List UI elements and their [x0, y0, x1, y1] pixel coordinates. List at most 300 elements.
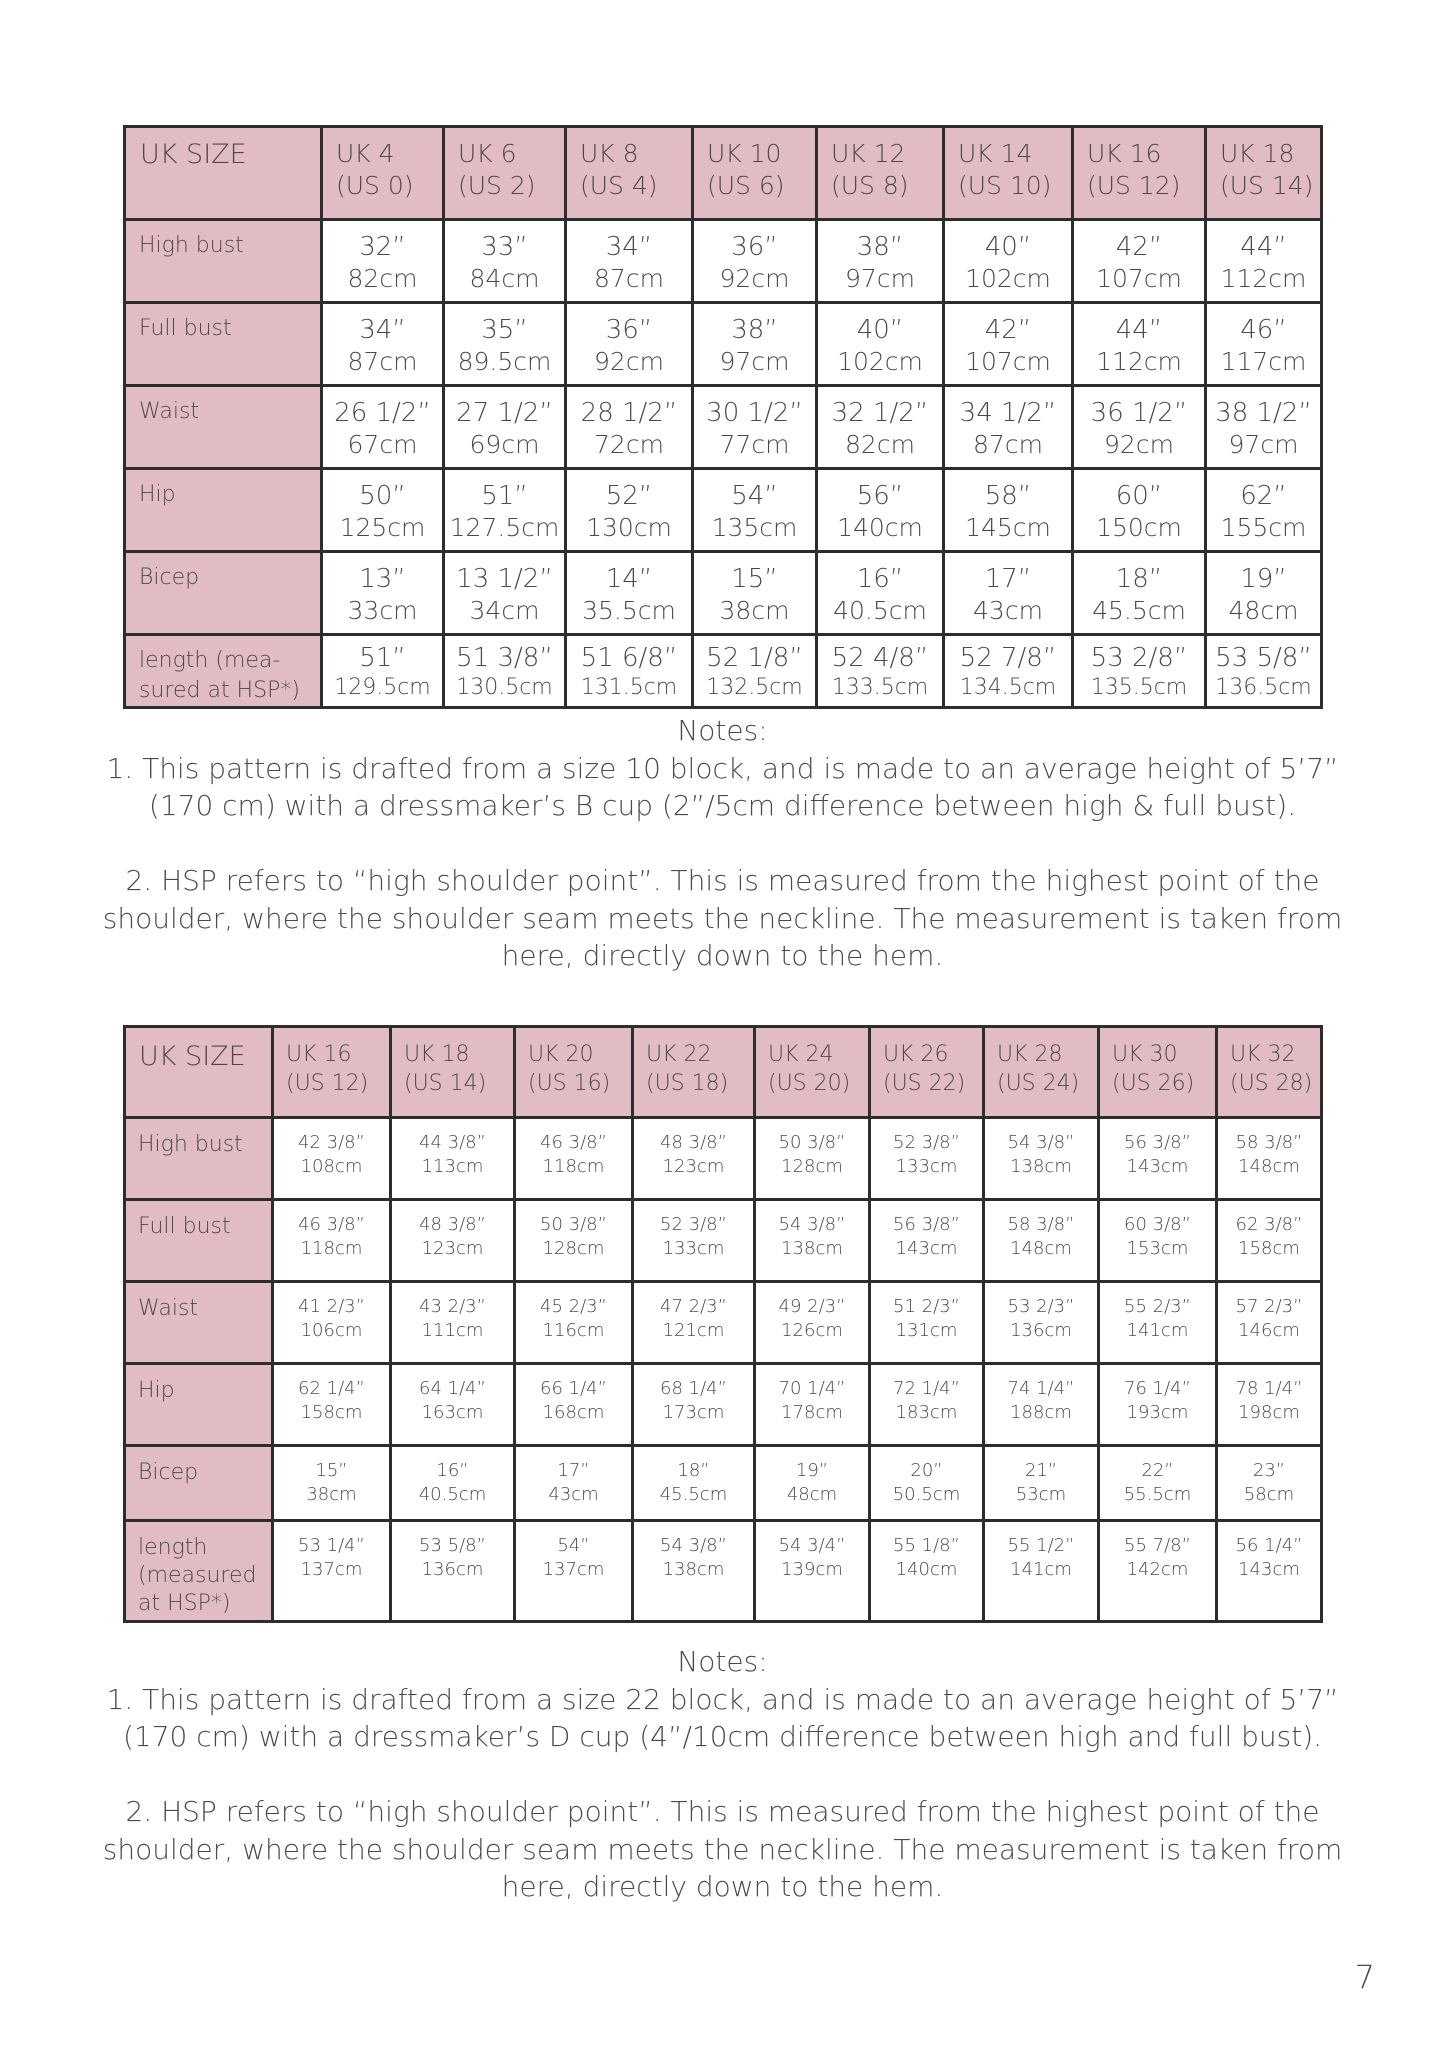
measurement-cm: 148cm — [1010, 1238, 1072, 1259]
measurement-cm: 111cm — [421, 1320, 484, 1341]
measurement-inches: 28 1/2” — [580, 398, 678, 428]
measurement-cell — [1073, 220, 1206, 303]
row-label-cell — [125, 469, 322, 552]
measurement-cm: 135.5cm — [1090, 675, 1188, 700]
table2-size-uk26 — [870, 1027, 984, 1118]
table1-size-uk4 — [322, 127, 444, 220]
measurement-cm: 102cm — [837, 347, 923, 376]
measurement-cell — [515, 1282, 633, 1364]
measurement-inches: 55 1/8” — [893, 1535, 960, 1556]
measurement-cell — [984, 1118, 1099, 1200]
measurement-cm: 132.5cm — [706, 675, 803, 700]
measurement-cell — [1099, 1521, 1217, 1622]
measurement-cell — [755, 1446, 870, 1521]
measurement-cell — [1099, 1446, 1217, 1521]
measurement-cell — [515, 1364, 633, 1446]
row-label: Full bust — [138, 1214, 231, 1239]
measurement-cm: 136cm — [421, 1559, 484, 1580]
measurement-inches: 33” — [481, 232, 528, 262]
measurement-cm: 153cm — [1126, 1238, 1189, 1259]
table1-size-uk12 — [817, 127, 944, 220]
measurement-cell — [870, 1446, 984, 1521]
measurement-cm: 82cm — [347, 264, 418, 293]
measurement-cell — [1217, 1200, 1322, 1282]
measurement-cell — [1099, 1282, 1217, 1364]
table2-size-uk32 — [1217, 1027, 1322, 1118]
measurement-cm: 136cm — [1010, 1320, 1072, 1341]
table2-size-uk22 — [633, 1027, 755, 1118]
measurement-cell — [444, 303, 566, 386]
notes-title: Notes: — [677, 714, 768, 747]
measurement-cm: 84cm — [469, 264, 540, 293]
measurement-inches: 34 1/2” — [959, 398, 1057, 428]
measurement-cm: 168cm — [542, 1402, 605, 1423]
measurement-cell — [633, 1200, 755, 1282]
measurement-inches: 34” — [359, 315, 406, 345]
table2-header-label: UK SIZE — [139, 1041, 246, 1072]
measurement-cell — [322, 635, 444, 708]
measurement-inches: 76 1/4” — [1124, 1378, 1191, 1399]
measurement-cm: 158cm — [300, 1402, 363, 1423]
row-label: Waist — [138, 1296, 199, 1321]
table1-size-uk8 — [566, 127, 693, 220]
size-us-label: (US 0) — [336, 171, 414, 200]
row-label-cell — [125, 552, 322, 635]
measurement-cm: 133.5cm — [831, 675, 929, 700]
measurement-inches: 54” — [731, 481, 778, 511]
measurement-cell — [944, 220, 1073, 303]
measurement-cm: 128cm — [781, 1156, 843, 1177]
size-us-label: (US 16) — [528, 1071, 611, 1096]
measurement-cell — [444, 635, 566, 708]
measurement-inches: 78 1/4” — [1235, 1378, 1303, 1399]
notes-block-2 — [0, 1643, 1445, 1906]
measurement-cell — [817, 552, 944, 635]
measurement-cm: 50.5cm — [892, 1484, 961, 1505]
measurement-cell — [273, 1118, 391, 1200]
size-uk-label: UK 14 — [958, 139, 1033, 168]
measurement-inches: 15” — [731, 564, 778, 594]
note-line: 2. HSP refers to “high shoulder point”. This is measured from the highest point of the — [125, 864, 1320, 897]
measurement-cm: 45.5cm — [659, 1484, 728, 1505]
measurement-inches: 45 2/3” — [540, 1296, 607, 1317]
measurement-cm: 193cm — [1126, 1402, 1189, 1423]
measurement-inches: 62 3/8” — [1235, 1214, 1303, 1235]
measurement-inches: 22” — [1141, 1460, 1174, 1481]
measurement-cm: 107cm — [965, 347, 1051, 376]
measurement-cm: 198cm — [1238, 1402, 1300, 1423]
measurement-cm: 34cm — [469, 596, 540, 625]
measurement-cell — [984, 1364, 1099, 1446]
measurement-cm: 141cm — [1010, 1559, 1072, 1580]
size-uk-label: UK 28 — [997, 1042, 1063, 1067]
measurement-cm: 135cm — [711, 513, 798, 542]
note-line: (170 cm) with a dressmaker’s B cup (2”/5cm difference between high & full bust). — [148, 789, 1297, 822]
measurement-cm: 113cm — [421, 1156, 484, 1177]
measurement-inches: 51 3/8” — [456, 643, 553, 673]
measurement-inches: 58” — [984, 481, 1032, 511]
size-uk-label: UK 16 — [1087, 139, 1162, 168]
measurement-cm: 82cm — [845, 430, 915, 459]
row-label-cell — [125, 1521, 273, 1622]
measurement-inches: 50 3/8” — [778, 1132, 846, 1153]
measurement-inches: 54” — [557, 1535, 590, 1556]
measurement-inches: 52 3/8” — [893, 1132, 960, 1153]
size-uk-label: UK 10 — [707, 139, 782, 168]
size-uk-label: UK 12 — [831, 139, 906, 168]
measurement-cell — [633, 1118, 755, 1200]
measurement-inches: 30 1/2” — [706, 398, 803, 428]
size-us-label: (US 10) — [958, 171, 1052, 200]
row-label: Full bust — [139, 316, 232, 341]
row-label-cell — [125, 1446, 273, 1521]
measurement-cell — [755, 1200, 870, 1282]
table1-size-uk18 — [1206, 127, 1322, 220]
measurement-cell — [515, 1521, 633, 1622]
measurement-cm: 117cm — [1220, 347, 1307, 376]
measurement-cm: 118cm — [542, 1156, 605, 1177]
size-us-label: (US 22) — [883, 1071, 966, 1096]
note-line: shoulder, where the shoulder seam meets the neckline. The measurement is taken from — [102, 1832, 1343, 1866]
size-uk-label: UK 26 — [883, 1042, 949, 1067]
size-us-label: (US 20) — [768, 1071, 851, 1096]
measurement-cell — [1217, 1521, 1322, 1622]
measurement-cell — [566, 635, 693, 708]
measurement-cm: 141cm — [1126, 1320, 1189, 1341]
measurement-cell — [944, 635, 1073, 708]
row-label: Hip — [139, 482, 176, 507]
measurement-inches: 52 4/8” — [831, 643, 929, 673]
measurement-cell — [944, 386, 1073, 469]
size-chart-table-1 — [123, 125, 1323, 709]
measurement-cell — [817, 386, 944, 469]
measurement-cell — [693, 469, 817, 552]
measurement-cm: 188cm — [1010, 1402, 1072, 1423]
measurement-inches: 44” — [1115, 315, 1163, 345]
measurement-cell — [870, 1282, 984, 1364]
measurement-cm: 148cm — [1238, 1156, 1300, 1177]
measurement-cm: 129.5cm — [334, 675, 431, 700]
size-uk-label: UK 24 — [768, 1042, 834, 1067]
measurement-cell — [633, 1364, 755, 1446]
measurement-inches: 17” — [984, 564, 1032, 594]
measurement-cm: 158cm — [1238, 1238, 1300, 1259]
measurement-inches: 42” — [984, 315, 1032, 345]
measurement-cell — [515, 1118, 633, 1200]
measurement-cell — [273, 1521, 391, 1622]
measurement-cm: 77cm — [719, 430, 790, 459]
measurement-cell — [322, 303, 444, 386]
measurement-cm: 67cm — [347, 430, 418, 459]
measurement-cm: 55.5cm — [1123, 1484, 1192, 1505]
measurement-cell — [1073, 469, 1206, 552]
measurement-cm: 40.5cm — [418, 1484, 487, 1505]
measurement-cell — [870, 1521, 984, 1622]
measurement-inches: 34” — [605, 232, 653, 262]
measurement-inches: 49 2/3” — [778, 1296, 846, 1317]
table2-header-row — [125, 1027, 1322, 1118]
measurement-inches: 60 3/8” — [1124, 1214, 1191, 1235]
measurement-cm: 43cm — [548, 1484, 599, 1505]
measurement-cm: 140cm — [895, 1559, 958, 1580]
note-line: 1. This pattern is drafted from a size 10 block, and is made to an average height of 5’7” — [106, 751, 1339, 785]
measurement-inches: 44 3/8” — [419, 1132, 486, 1153]
table2-size-uk28 — [984, 1027, 1099, 1118]
table-row — [125, 1118, 1322, 1200]
measurement-inches: 18” — [1115, 564, 1163, 594]
measurement-cell — [1206, 635, 1322, 708]
size-us-label: (US 12) — [286, 1071, 369, 1096]
measurement-inches: 52 7/8” — [959, 643, 1057, 673]
measurement-cell — [273, 1200, 391, 1282]
measurement-cm: 38cm — [719, 596, 790, 625]
measurement-cell — [1073, 635, 1206, 708]
measurement-cell — [391, 1282, 515, 1364]
table2-size-uk16 — [273, 1027, 391, 1118]
measurement-cell — [322, 469, 444, 552]
measurement-inches: 54 3/4” — [778, 1535, 846, 1556]
measurement-inches: 46 3/8” — [298, 1214, 365, 1235]
measurement-cm: 38cm — [306, 1484, 357, 1505]
measurement-inches: 44” — [1240, 232, 1287, 262]
measurement-inches: 53 1/4” — [298, 1535, 365, 1556]
measurement-cell — [984, 1446, 1099, 1521]
size-uk-label: UK 6 — [458, 139, 517, 168]
measurement-cell — [515, 1446, 633, 1521]
measurement-cm: 131cm — [895, 1320, 958, 1341]
measurement-cell — [1206, 220, 1322, 303]
measurement-cm: 155cm — [1220, 513, 1307, 542]
measurement-cell — [870, 1118, 984, 1200]
measurement-inches: 13” — [359, 564, 406, 594]
size-uk-label: UK 20 — [528, 1042, 594, 1067]
row-label-cell — [125, 220, 322, 303]
row-label: Waist — [139, 399, 200, 424]
measurement-cell — [817, 303, 944, 386]
note-line: here, directly down to the hem. — [501, 1870, 944, 1903]
measurement-inches: 13 1/2” — [456, 564, 553, 594]
table2-size-uk18 — [391, 1027, 515, 1118]
measurement-cell — [322, 552, 444, 635]
row-label-cell — [125, 1200, 273, 1282]
measurement-cm: 35.5cm — [582, 596, 676, 625]
measurement-inches: 52 1/8” — [706, 643, 803, 673]
measurement-inches: 19” — [1240, 564, 1287, 594]
measurement-cell — [444, 469, 566, 552]
measurement-inches: 53 5/8” — [1215, 643, 1312, 673]
measurement-inches: 56 3/8” — [893, 1214, 960, 1235]
size-us-label: (US 24) — [997, 1071, 1080, 1096]
measurement-cm: 116cm — [542, 1320, 605, 1341]
row-label: Hip — [138, 1378, 175, 1403]
table-row — [125, 303, 1322, 386]
measurement-inches: 46 3/8” — [540, 1132, 607, 1153]
table-row — [125, 386, 1322, 469]
measurement-cm: 87cm — [973, 430, 1043, 459]
measurement-cm: 140cm — [837, 513, 923, 542]
table1-size-uk14 — [944, 127, 1073, 220]
measurement-cm: 183cm — [895, 1402, 958, 1423]
page-number: 7 — [1354, 1958, 1375, 1996]
measurement-inches: 27 1/2” — [456, 398, 553, 428]
measurement-cm: 118cm — [300, 1238, 363, 1259]
measurement-inches: 41 2/3” — [298, 1296, 365, 1317]
measurement-cell — [1099, 1200, 1217, 1282]
measurement-cm: 102cm — [965, 264, 1051, 293]
table1-size-uk10 — [693, 127, 817, 220]
measurement-cm: 58cm — [1243, 1484, 1295, 1505]
measurement-inches: 51 2/3” — [893, 1296, 960, 1317]
measurement-cm: 92cm — [719, 264, 790, 293]
measurement-cm: 112cm — [1220, 264, 1307, 293]
measurement-cm: 143cm — [1126, 1156, 1189, 1177]
measurement-cm: 40.5cm — [833, 596, 927, 625]
measurement-inches: 17” — [557, 1460, 590, 1481]
measurement-inches: 16” — [856, 564, 904, 594]
measurement-inches: 51 6/8” — [580, 643, 678, 673]
measurement-cell — [1073, 303, 1206, 386]
measurement-cm: 138cm — [662, 1559, 725, 1580]
measurement-inches: 55 7/8” — [1124, 1535, 1191, 1556]
size-us-label: (US 14) — [404, 1071, 487, 1096]
measurement-inches: 54 3/8” — [778, 1214, 846, 1235]
measurement-cm: 128cm — [542, 1238, 605, 1259]
measurement-cell — [1206, 552, 1322, 635]
measurement-inches: 53 5/8” — [419, 1535, 486, 1556]
measurement-cm: 130.5cm — [456, 675, 553, 700]
measurement-cell — [1217, 1118, 1322, 1200]
measurement-inches: 23” — [1252, 1460, 1286, 1481]
table-row — [125, 552, 1322, 635]
measurement-inches: 16” — [436, 1460, 469, 1481]
measurement-inches: 42” — [1115, 232, 1163, 262]
measurement-inches: 43 2/3” — [419, 1296, 486, 1317]
measurement-cell — [817, 220, 944, 303]
measurement-cell — [944, 469, 1073, 552]
measurement-cm: 137cm — [300, 1559, 363, 1580]
row-label-cell — [125, 1118, 273, 1200]
measurement-inches: 48 3/8” — [419, 1214, 486, 1235]
measurement-cm: 133cm — [662, 1238, 725, 1259]
measurement-cell — [1099, 1364, 1217, 1446]
measurement-cm: 139cm — [781, 1559, 843, 1580]
measurement-inches: 52” — [605, 481, 653, 511]
measurement-inches: 38” — [856, 232, 904, 262]
table1-header-row — [125, 127, 1322, 220]
notes-title: Notes: — [677, 1645, 768, 1678]
measurement-inches: 40” — [984, 232, 1032, 262]
note-line: 2. HSP refers to “high shoulder point”. This is measured from the highest point of the — [125, 1795, 1320, 1828]
measurement-inches: 56” — [856, 481, 904, 511]
measurement-cm: 143cm — [1238, 1559, 1300, 1580]
measurement-cell — [391, 1521, 515, 1622]
row-label-cell — [125, 1282, 273, 1364]
measurement-cm: 69cm — [469, 430, 540, 459]
measurement-cell — [444, 386, 566, 469]
table-row — [125, 1200, 1322, 1282]
measurement-cm: 138cm — [1010, 1156, 1072, 1177]
measurement-inches: 70 1/4” — [778, 1378, 846, 1399]
measurement-inches: 56 3/8” — [1124, 1132, 1191, 1153]
row-label-cell — [125, 386, 322, 469]
measurement-cm: 130cm — [586, 513, 672, 542]
measurement-inches: 62 1/4” — [298, 1378, 365, 1399]
measurement-inches: 53 2/8” — [1090, 643, 1188, 673]
measurement-cm: 150cm — [1096, 513, 1182, 542]
row-label-cell — [125, 635, 322, 708]
size-us-label: (US 18) — [646, 1071, 729, 1096]
measurement-inches: 58 3/8” — [1235, 1132, 1303, 1153]
measurement-cell — [1206, 303, 1322, 386]
table1-header-label: UK SIZE — [140, 139, 247, 170]
measurement-cm: 108cm — [300, 1156, 363, 1177]
measurement-cell — [1073, 386, 1206, 469]
measurement-cell — [566, 303, 693, 386]
measurement-cm: 112cm — [1096, 347, 1182, 376]
measurement-cell — [1217, 1364, 1322, 1446]
measurement-cell — [322, 386, 444, 469]
measurement-cell — [391, 1200, 515, 1282]
row-label-cell — [125, 1364, 273, 1446]
measurement-cm: 133cm — [895, 1156, 958, 1177]
measurement-cm: 137cm — [542, 1559, 605, 1580]
measurement-inches: 40” — [856, 315, 904, 345]
table1-size-uk16 — [1073, 127, 1206, 220]
size-uk-label: UK 32 — [1230, 1042, 1296, 1067]
measurement-cell — [1206, 469, 1322, 552]
size-us-label: (US 2) — [458, 171, 536, 200]
measurement-cell — [273, 1446, 391, 1521]
measurement-cell — [566, 386, 693, 469]
measurement-inches: 36 1/2” — [1090, 398, 1188, 428]
size-us-label: (US 28) — [1230, 1071, 1313, 1096]
measurement-cm: 123cm — [421, 1238, 484, 1259]
row-label: Bicep — [138, 1460, 199, 1485]
measurement-inches: 36” — [731, 232, 778, 262]
size-us-label: (US 14) — [1220, 171, 1314, 200]
measurement-cell — [273, 1364, 391, 1446]
measurement-inches: 57 2/3” — [1235, 1296, 1303, 1317]
table2-size-uk20 — [515, 1027, 633, 1118]
measurement-cell — [984, 1200, 1099, 1282]
measurement-inches: 36” — [605, 315, 653, 345]
measurement-cell — [944, 303, 1073, 386]
measurement-cell — [633, 1282, 755, 1364]
measurement-cm: 92cm — [1104, 430, 1174, 459]
measurement-inches: 51” — [481, 481, 528, 511]
measurement-inches: 68 1/4” — [660, 1378, 727, 1399]
measurement-cm: 127.5cm — [449, 513, 560, 542]
measurement-cell — [755, 1364, 870, 1446]
measurement-inches: 26 1/2” — [334, 398, 431, 428]
measurement-inches: 20” — [910, 1460, 943, 1481]
size-uk-label: UK 18 — [404, 1042, 470, 1067]
measurement-inches: 60” — [1115, 481, 1163, 511]
table2-size-uk30 — [1099, 1027, 1217, 1118]
measurement-cell — [515, 1200, 633, 1282]
measurement-cell — [870, 1200, 984, 1282]
measurement-cm: 72cm — [594, 430, 664, 459]
measurement-inches: 66 1/4” — [540, 1378, 607, 1399]
measurement-cm: 106cm — [300, 1320, 363, 1341]
row-label-cell — [125, 303, 322, 386]
measurement-cell — [391, 1446, 515, 1521]
measurement-cm: 123cm — [662, 1156, 725, 1177]
measurement-cell — [444, 552, 566, 635]
measurement-inches: 74 1/4” — [1007, 1378, 1075, 1399]
measurement-cell — [1217, 1446, 1322, 1521]
measurement-cm: 107cm — [1096, 264, 1182, 293]
